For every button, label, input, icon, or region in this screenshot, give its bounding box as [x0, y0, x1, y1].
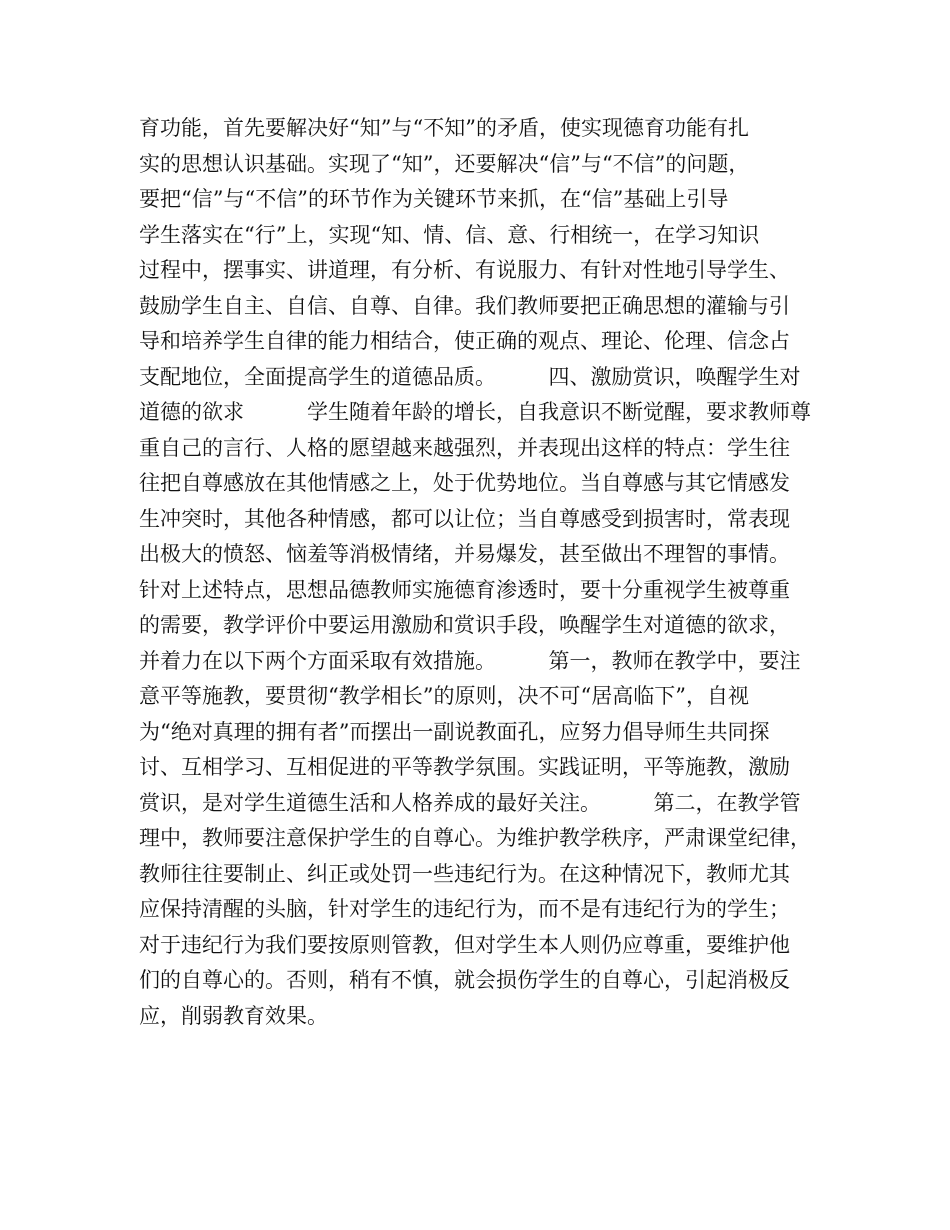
- text-line: 为“绝对真理的拥有者”而摆出一副说教面孔，应努力倡导师生共同探: [139, 719, 770, 744]
- text-line: 导和培养学生自律的能力相结合，使正确的观点、理论、伦理、信念占: [139, 329, 790, 353]
- text-line: 要把“信”与“不信”的环节作为关键环节来抓，在“信”基础上引导: [139, 187, 729, 211]
- text-line: 们的自尊心的。否则，稍有不慎，就会损伤学生的自尊心，引起消极反: [139, 968, 790, 992]
- text-line: 重自己的言行、人格的愿望越来越强烈，并表现出这样的特点：学生往: [139, 435, 790, 460]
- text-line: 学生落实在“行”上，实现“知、情、信、意、行相统一，在学习知识: [139, 222, 760, 247]
- text-line: 鼓励学生自主、自信、自尊、自律。我们教师要把正确思想的灌输与引: [139, 293, 790, 318]
- text-line: 应保持清醒的头脑，针对学生的违纪行为，而不是有违纪行为的学生；: [139, 897, 790, 921]
- text-line: 讨、互相学习、互相促进的平等教学氛围。实践证明，平等施教，激励: [139, 755, 790, 779]
- text-line: 实的思想认识基础。实现了“知”，还要解决“信”与“不信”的问题，: [139, 151, 750, 176]
- text-line: 的需要，教学评价中要运用激励和赏识手段，唤醒学生对道德的欲求，: [139, 613, 790, 637]
- text-line: 意平等施教，要贯彻“教学相长”的原则，决不可“居高临下”，自视: [139, 684, 749, 708]
- text-line: 教师往往要制止、纠正或处罚一些违纪行为。在这种情况下，教师尤其: [139, 861, 790, 886]
- text-line: 支配地位，全面提高学生的道德品质。 四、激励赏识，唤醒学生对: [139, 364, 801, 389]
- text-line: 理中，教师要注意保护学生的自尊心。为维护教学秩序，严肃课堂纪律，: [139, 826, 811, 850]
- text-line: 对于违纪行为我们要按原则管教，但对学生本人则仍应尊重，要维护他: [139, 932, 790, 957]
- text-line: 应，削弱教育效果。: [139, 1003, 328, 1028]
- text-line: 道德的欲求 学生随着年龄的增长，自我意识不断觉醒，要求教师尊: [139, 400, 811, 424]
- text-line: 生冲突时，其他各种情感，都可以让位；当自尊感受到损害时，常表现: [139, 506, 790, 531]
- text-line: 赏识，是对学生道德生活和人格养成的最好关注。 第二，在教学管: [139, 790, 801, 815]
- text-line: 往把自尊感放在其他情感之上，处于优势地位。当自尊感与其它情感发: [139, 471, 790, 495]
- body-text: [139, 111, 829, 1034]
- text-line: 针对上述特点，思想品德教师实施德育渗透时，要十分重视学生被尊重: [139, 577, 790, 602]
- text-line: 过程中，摆事实、讲道理，有分析、有说服力、有针对性地引导学生、: [139, 258, 790, 282]
- text-line: 育功能，首先要解决好“知”与“不知”的矛盾，使实现德育功能有扎: [139, 116, 749, 140]
- text-line: 并着力在以下两个方面采取有效措施。 第一，教师在教学中，要注: [139, 648, 801, 673]
- text-line: 出极大的愤怒、恼羞等消极情绪，并易爆发，甚至做出不理智的事情。: [139, 542, 790, 566]
